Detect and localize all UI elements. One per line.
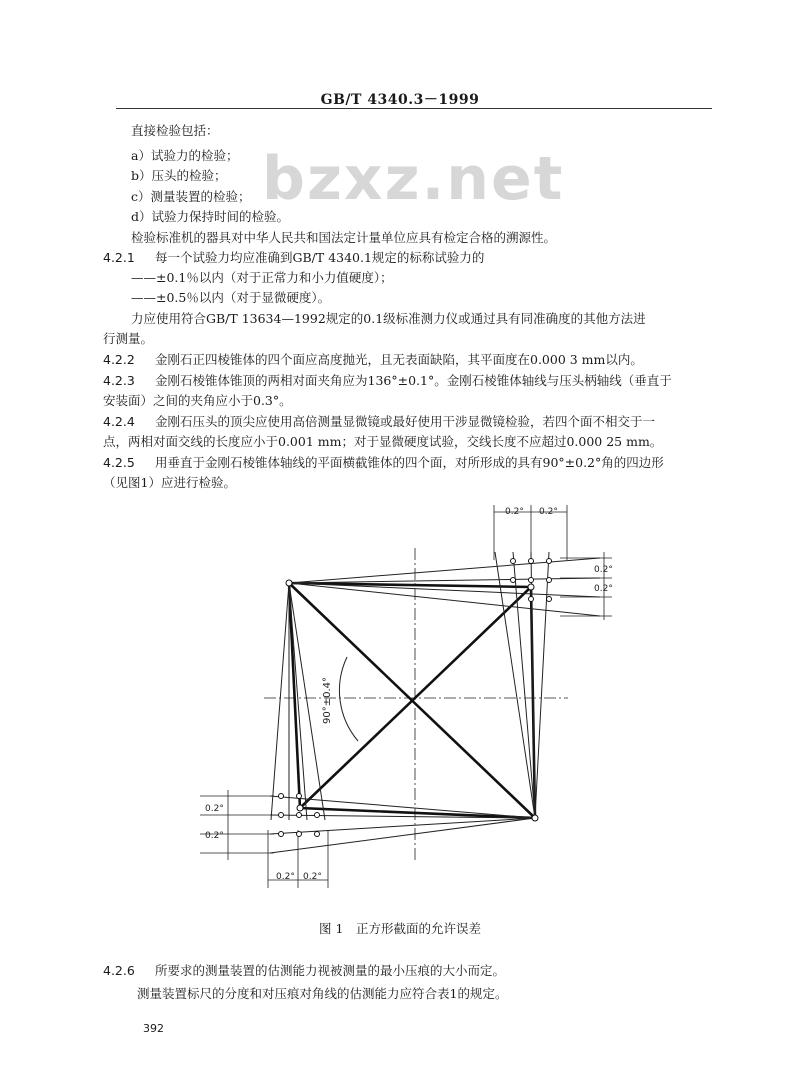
page-header: GB/T 4340.3－1999 bbox=[320, 92, 480, 108]
section-number-4-2-1: 4.2.1 bbox=[103, 250, 135, 265]
section-number-4-2-2: 4.2.2 bbox=[103, 352, 135, 367]
traceability-text: 检验标准机的器具对中华人民共和国法定计量单位应具有检定合格的溯源性。 bbox=[131, 230, 557, 245]
section-number-4-2-3: 4.2.3 bbox=[103, 373, 135, 388]
section-number-4-2-6: 4.2.6 bbox=[103, 963, 135, 978]
watermark: bzxz.net bbox=[262, 144, 565, 214]
list-item-a: a）试验力的检验； bbox=[131, 148, 239, 163]
intro-text: 直接检验包括： bbox=[131, 123, 219, 138]
tol-label-bottom-2: 0.2° bbox=[303, 872, 322, 882]
section-4-2-4-line1: 金刚石压头的顶尖应使用高倍测量显微镜或最好使用干涉显微镜检验，若四个面不相交于一 bbox=[155, 414, 656, 429]
force-text-line1: 力应使用符合GB/T 13634—1992规定的0.1级标准测力仪或通过具有同准确度的其他方法进 bbox=[131, 311, 646, 326]
tol-label-left-2: 0.2° bbox=[205, 831, 224, 841]
section-number-4-2-5: 4.2.5 bbox=[103, 455, 135, 470]
section-4-2-3-line2: 安装面）之间的夹角应小于0.3°。 bbox=[103, 393, 292, 408]
tol-label-right-2: 0.2° bbox=[594, 584, 613, 594]
tol-label-top-1: 0.2° bbox=[505, 507, 524, 517]
section-4-2-1-line2: ——±0.1％以内（对于正常力和小力值硬度）； bbox=[131, 270, 393, 285]
page-number: 392 bbox=[143, 1022, 164, 1035]
list-item-c: c）测量装置的检验； bbox=[131, 189, 251, 204]
section-number-4-2-4: 4.2.4 bbox=[103, 414, 135, 429]
tol-label-top-2: 0.2° bbox=[539, 507, 558, 517]
section-4-2-3-line1: 金刚石棱锥体锥顶的两相对面夹角应为136°±0.1°。金刚石棱锥体轴线与压头柄轴线（垂直于 bbox=[155, 373, 672, 388]
section-4-2-6-line2: 测量装置标尺的分度和对压痕对角线的估测能力应符合表1的规定。 bbox=[137, 986, 508, 1001]
section-4-2-6-line1: 所要求的测量装置的估测能力视被测量的最小压痕的大小而定。 bbox=[155, 963, 506, 978]
section-4-2-5-line2: （见图1）应进行检验。 bbox=[103, 475, 236, 490]
angle-label: 90°±0.4° bbox=[322, 676, 333, 724]
angle-arc bbox=[339, 657, 358, 741]
section-4-2-1-text: 每一个试验力均应准确到GB/T 4340.1规定的标称试验力的 bbox=[155, 250, 485, 265]
section-4-2-2-text: 金刚石正四棱锥体的四个面应高度抛光，且无表面缺陷，其平面度在0.000 3 mm以内。 bbox=[155, 352, 643, 367]
force-text-line2: 行测量。 bbox=[103, 331, 154, 346]
tol-label-left-1: 0.2° bbox=[205, 804, 224, 814]
tol-label-right-1: 0.2° bbox=[594, 565, 613, 575]
tol-label-bottom-1: 0.2° bbox=[276, 872, 295, 882]
section-4-2-1-line3: ——±0.5％以内（对于显微硬度）。 bbox=[131, 290, 331, 305]
figure-caption: 图 1 正方形截面的允许误差 bbox=[319, 921, 481, 936]
list-item-b: b）压头的检验； bbox=[131, 168, 227, 183]
section-4-2-5-line1: 用垂直于金刚石棱锥体轴线的平面横截锥体的四个面，对所形成的具有90°±0.2°角的四边形 bbox=[155, 455, 664, 470]
list-item-d: d）试验力保持时间的检验。 bbox=[131, 209, 290, 224]
section-4-2-4-line2: 点，两相对面交线的长度应小于0.001 mm；对于显微硬度试验，交线长度不应超过0.000 25 mm。 bbox=[103, 434, 663, 449]
